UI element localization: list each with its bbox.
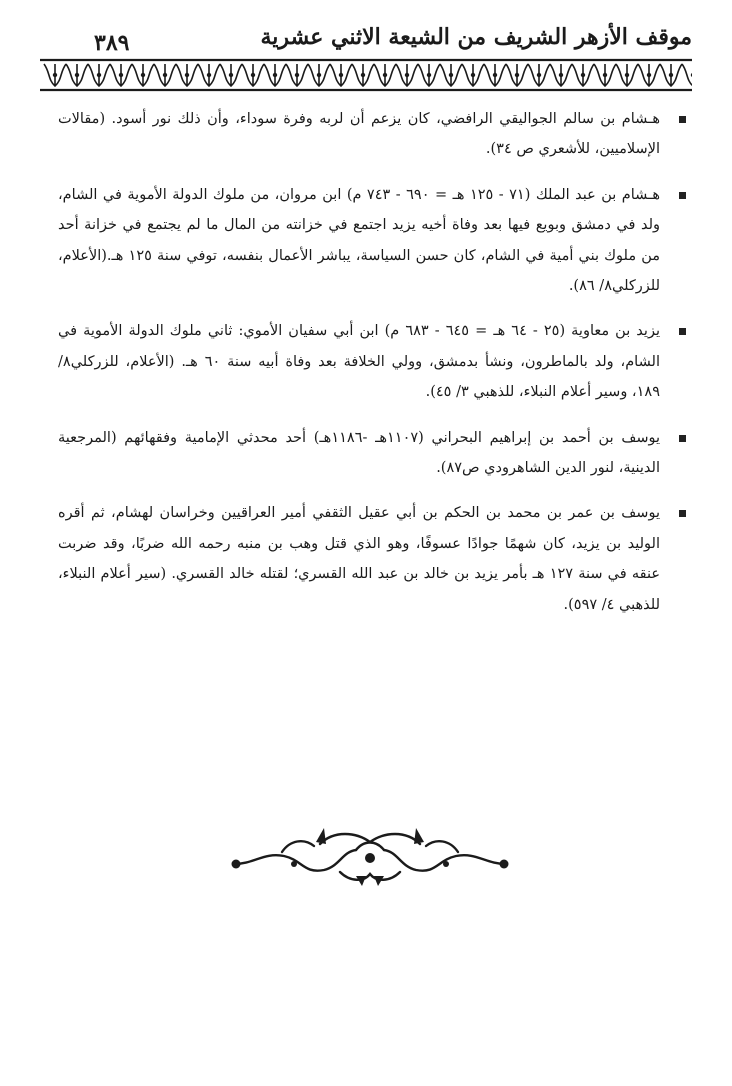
page-content xyxy=(58,104,674,635)
entry-text: هـشام بن عبد الملك (٧١ - ١٢٥ هـ = ٦٩٠ - ٧٤٣ م) ابن مروان، من ملوك الدولة الأموية في الشام، ولد في دمشق وبويع فيها بعد وفاة أخيه يزيد اجتمع في خزانته من المال ما لم يجتمع في خزانة أحد من ملوك بني أمية في الشام، كان حسن السياسة، يباشر الأعمال بنفسه، توفي سنة ١٢٥ هـ.(الأعلام، للزركلي٨/ ٨٦). xyxy=(58,186,661,295)
entry-text: يوسف بن أحمد بن إبراهيم البحراني (١١٠٧هـ -١١٨٦هـ) أحد محدثي الإمامية وفقهائهم (المرجعية الدينية، لنور الدين الشاهرودي ص٨٧). xyxy=(58,429,661,477)
bullet-icon xyxy=(679,116,686,123)
bullet-icon xyxy=(679,192,686,199)
entry-hisham-ibn-abd-al-malik xyxy=(58,180,674,302)
page-header xyxy=(40,22,692,62)
entry-text: يوسف بن عمر بن محمد بن الحكم بن أبي عقيل الثقفي أمير العراقيين وخراسان لهشام، ثم أقره الوليد بن يزيد، كان شهمًا جوادًا عسوفًا، وهو الذي قتل وهب بن منبه رحمه الله ضربًا، وقد ضربت عنقه في سنة ١٢٧ هـ بأمر يزيد بن خالد بن عبد الله القسري؛ لقتله خالد القسري. (سير أعلام النبلاء، للذهبي ٤/ ٥٩٧). xyxy=(58,505,660,613)
entry-text: هـشام بن سالم الجواليقي الرافضي، كان يزعم أن لربه وفرة سوداء، وأن ذلك نور أسود. (مقالات الإسلاميين، للأشعري ص ٣٤). xyxy=(58,111,660,158)
bullet-icon xyxy=(679,510,686,517)
entry-hisham-ibn-salim xyxy=(58,104,674,165)
entry-yusuf-ibn-umar xyxy=(58,498,674,620)
bullet-icon xyxy=(679,435,686,442)
decorative-border xyxy=(40,58,692,92)
book-title: موقف الأزهر الشريف من الشيعة الاثني عشرية xyxy=(260,24,692,50)
entry-text: يزيد بن معاوية (٢٥ - ٦٤ هـ = ٦٤٥ - ٦٨٣ م) ابن أبي سفيان الأموي: ثاني ملوك الدولة الأموية في الشام، ولد بالماطرون، ونشأ بدمشق، وولي الخلافة بعد وفاة أبيه سنة ٦٠ هـ. (الأعلام، للزركلي٨/ ١٨٩، وسير أعلام النبلاء، للذهبي ٣/ ٤٥). xyxy=(58,323,660,401)
entry-yusuf-al-bahrani xyxy=(58,423,674,484)
entry-yazid-ibn-muawiya xyxy=(58,316,674,407)
bullet-icon xyxy=(679,328,686,335)
page-number: ٣٨٩ xyxy=(94,30,130,56)
ornament-divider-icon xyxy=(224,822,516,888)
